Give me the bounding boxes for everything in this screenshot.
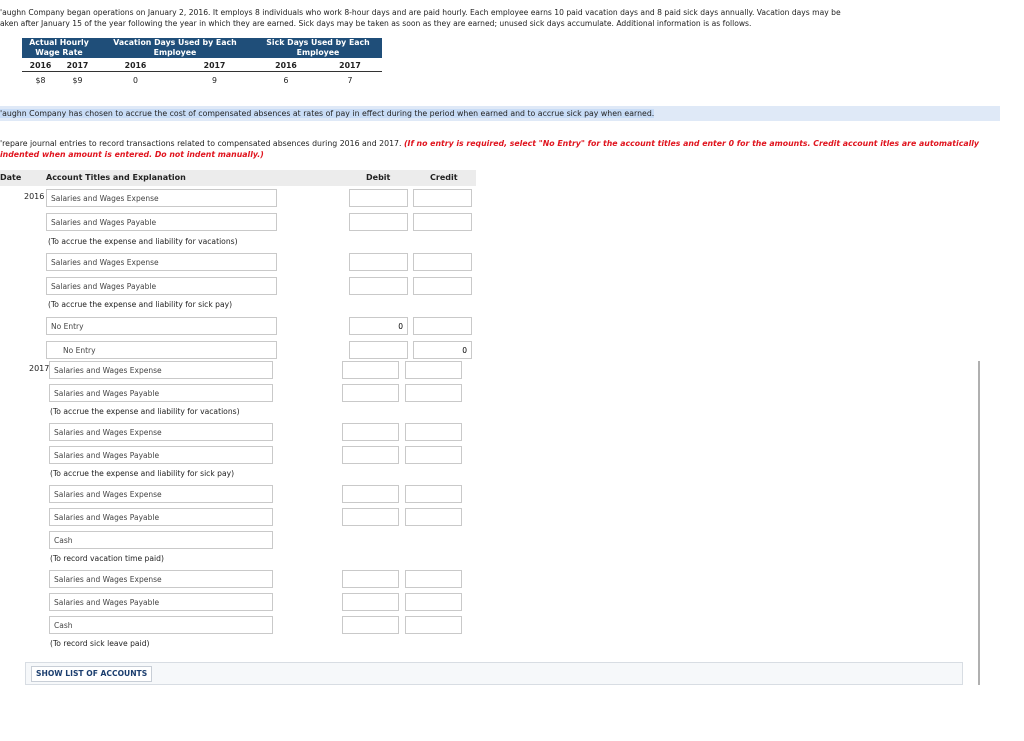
credit-input[interactable] xyxy=(405,446,462,464)
account-title-input[interactable] xyxy=(49,361,273,379)
col-debit: Debit xyxy=(366,173,391,182)
debit-input[interactable] xyxy=(342,616,399,634)
debit-input[interactable] xyxy=(342,570,399,588)
credit-input[interactable] xyxy=(413,277,472,295)
entry-explanation: (To accrue the expense and liability for vacations) xyxy=(50,407,240,416)
journal-header xyxy=(0,170,476,186)
instruction-note: (If no entry is required, select "No Entry" for the account titles and enter 0 for the amounts. Credit account itles are automatically indented when amount is entered. Do not indent manually.) xyxy=(0,139,980,159)
account-title-input[interactable] xyxy=(49,446,273,464)
col-credit: Credit xyxy=(430,173,458,182)
account-title-input[interactable] xyxy=(46,253,277,271)
entry-explanation: (To accrue the expense and liability for vacations) xyxy=(48,237,238,246)
account-title-input[interactable] xyxy=(49,384,273,402)
debit-input[interactable] xyxy=(342,361,399,379)
credit-input[interactable] xyxy=(405,508,462,526)
debit-input[interactable] xyxy=(342,446,399,464)
debit-input[interactable] xyxy=(349,341,408,359)
value-cell: $8 xyxy=(35,76,46,85)
header-vacation-days: Vacation Days Used by Each Employee xyxy=(96,38,254,58)
credit-input[interactable] xyxy=(405,616,462,634)
policy-text: 'aughn Company has chosen to accrue the cost of compensated absences at rates of pay in effect during the period when earned and to accrue sick pay when earned. xyxy=(0,109,655,118)
account-title-input[interactable] xyxy=(49,593,273,611)
header-sick-days: Sick Days Used by Each Employee xyxy=(254,38,382,58)
account-title-input[interactable] xyxy=(46,317,277,335)
entry-explanation: (To record sick leave paid) xyxy=(50,639,150,648)
policy-banner xyxy=(0,106,1000,121)
credit-input[interactable] xyxy=(405,593,462,611)
account-title-input[interactable] xyxy=(49,616,273,634)
year-2016-label: 2016 xyxy=(24,192,45,201)
year-cell: 2017 xyxy=(318,58,382,72)
credit-input[interactable] xyxy=(413,341,472,359)
account-title-input[interactable] xyxy=(46,341,277,359)
account-title-input[interactable] xyxy=(46,213,277,231)
value-cell: 6 xyxy=(283,76,289,85)
credit-input[interactable] xyxy=(413,253,472,271)
debit-input[interactable] xyxy=(349,213,408,231)
credit-input[interactable] xyxy=(405,570,462,588)
year-cell: 2016 xyxy=(96,58,175,72)
year-2017-label: 2017 xyxy=(29,364,50,373)
debit-input[interactable] xyxy=(342,384,399,402)
col-account: Account Titles and Explanation xyxy=(46,173,186,182)
debit-input[interactable] xyxy=(342,508,399,526)
debit-input[interactable] xyxy=(342,423,399,441)
year-cell: 2016 xyxy=(22,58,59,72)
account-title-input[interactable] xyxy=(46,277,277,295)
show-list-of-accounts-button[interactable]: SHOW LIST OF ACCOUNTS xyxy=(31,666,152,682)
wage-info-table xyxy=(22,38,382,85)
account-title-input[interactable] xyxy=(49,485,273,503)
value-cell: 9 xyxy=(212,76,217,85)
credit-input[interactable] xyxy=(413,317,472,335)
entry-explanation: (To accrue the expense and liability for sick pay) xyxy=(48,300,233,309)
entry-explanation: (To record vacation time paid) xyxy=(50,554,164,563)
year-cell: 2017 xyxy=(59,58,96,72)
account-title-input[interactable] xyxy=(46,189,277,207)
footer-bar xyxy=(25,662,963,685)
problem-intro: 'aughn Company began operations on January 2, 2016. It employs 8 individuals who work 8-hour days and are paid hourly. Each employee earns 10 paid vacation days and 8 paid sick days annually. Vacation days may be aken after January 15 of the year following the year in which they are earned. Sick days may be taken as soon as they are earned; unused sick days accumulate. Additional information is as follows. xyxy=(0,8,841,28)
year-cell: 2016 xyxy=(254,58,318,72)
credit-input[interactable] xyxy=(405,384,462,402)
instructions xyxy=(0,138,1000,160)
value-cell: 0 xyxy=(133,76,138,85)
credit-input[interactable] xyxy=(413,189,472,207)
debit-input[interactable] xyxy=(349,317,408,335)
account-title-input[interactable] xyxy=(49,531,273,549)
account-title-input[interactable] xyxy=(49,570,273,588)
credit-input[interactable] xyxy=(413,213,472,231)
credit-input[interactable] xyxy=(405,485,462,503)
account-title-input[interactable] xyxy=(49,508,273,526)
account-title-input[interactable] xyxy=(49,423,273,441)
year-cell: 2017 xyxy=(175,58,254,72)
debit-input[interactable] xyxy=(349,253,408,271)
value-cell: $9 xyxy=(72,76,83,85)
debit-input[interactable] xyxy=(349,189,408,207)
entry-explanation: (To accrue the expense and liability for sick pay) xyxy=(50,469,235,478)
credit-input[interactable] xyxy=(405,423,462,441)
debit-input[interactable] xyxy=(342,593,399,611)
value-cell: 7 xyxy=(347,76,353,85)
col-date: Date xyxy=(0,173,22,182)
instruction-text: 'repare journal entries to record transactions related to compensated absences during 2016 and 2017. xyxy=(0,139,404,148)
debit-input[interactable] xyxy=(342,485,399,503)
header-wage-rate: Actual Hourly Wage Rate xyxy=(22,38,96,58)
scrollbar[interactable] xyxy=(978,361,980,685)
debit-input[interactable] xyxy=(349,277,408,295)
credit-input[interactable] xyxy=(405,361,462,379)
